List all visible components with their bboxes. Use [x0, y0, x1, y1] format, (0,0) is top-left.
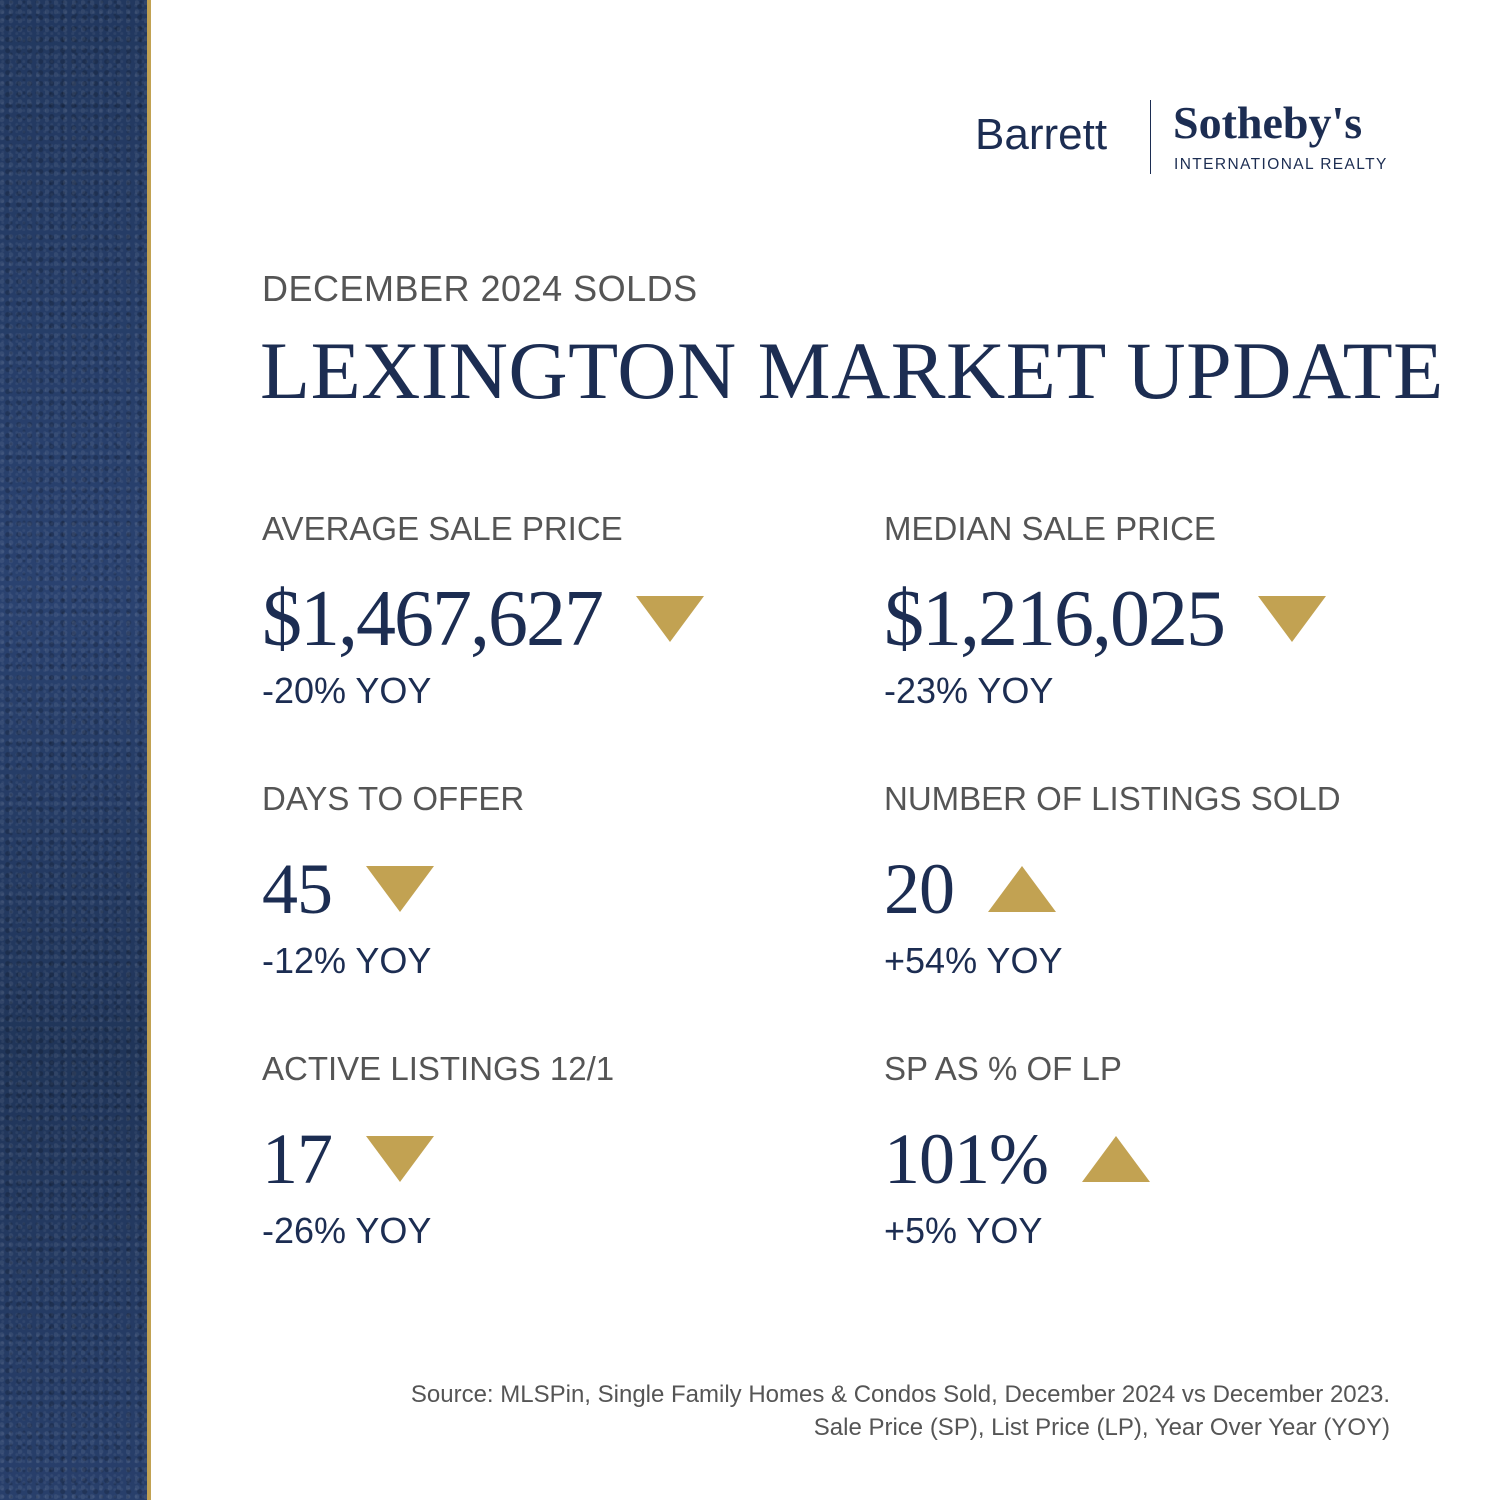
report-title: LEXINGTON MARKET UPDATE — [260, 325, 1444, 416]
stat-label: NUMBER OF LISTINGS SOLD — [884, 780, 1341, 817]
stat-active-listings — [262, 1052, 822, 1249]
trend-up-icon — [1082, 1136, 1150, 1182]
trend-down-icon — [366, 1136, 434, 1182]
stat-value: 45 — [262, 849, 332, 929]
stat-value: 17 — [262, 1119, 332, 1199]
stat-label: AVERAGE SALE PRICE — [262, 510, 623, 547]
stat-listings-sold — [884, 782, 1444, 979]
stat-label: SP AS % OF LP — [884, 1050, 1122, 1087]
stat-median-sale-price — [884, 512, 1444, 709]
leather-texture-panel — [0, 0, 147, 1500]
stat-value: $1,216,025 — [884, 575, 1224, 663]
source-footnote — [411, 1378, 1390, 1444]
logo-tagline: INTERNATIONAL REALTY — [1174, 156, 1388, 173]
logo-sothebys-text: Sotheby's — [1173, 97, 1363, 148]
logo-barrett-text: Barrett — [975, 110, 1108, 159]
stat-days-to-offer — [262, 782, 822, 979]
trend-up-icon — [988, 866, 1056, 912]
stat-yoy: -26% YOY — [262, 1210, 432, 1251]
footnote-line-2: Sale Price (SP), List Price (LP), Year Over Year (YOY) — [813, 1414, 1390, 1441]
stat-yoy: +5% YOY — [884, 1210, 1043, 1251]
footnote-line-1: Source: MLSPin, Single Family Homes & Condos Sold, December 2024 vs December 2023. — [410, 1381, 1390, 1408]
trend-down-icon — [636, 596, 704, 642]
stat-average-sale-price — [262, 512, 822, 709]
stat-yoy: -23% YOY — [884, 670, 1054, 711]
logo-divider — [1150, 100, 1151, 174]
stat-value: 101% — [884, 1119, 1048, 1199]
stat-yoy: +54% YOY — [884, 940, 1063, 981]
stat-value: $1,467,627 — [262, 575, 602, 663]
trend-down-icon — [1258, 596, 1326, 642]
trend-down-icon — [366, 866, 434, 912]
stat-label: ACTIVE LISTINGS 12/1 — [262, 1050, 615, 1087]
stat-value: 20 — [884, 849, 954, 929]
stat-label: DAYS TO OFFER — [262, 780, 525, 817]
stat-label: MEDIAN SALE PRICE — [884, 510, 1216, 547]
stat-yoy: -12% YOY — [262, 940, 432, 981]
stat-sp-percent-lp — [884, 1052, 1444, 1249]
gold-divider-stripe — [147, 0, 151, 1500]
report-subtitle: DECEMBER 2024 SOLDS — [262, 268, 698, 309]
stat-yoy: -20% YOY — [262, 670, 432, 711]
